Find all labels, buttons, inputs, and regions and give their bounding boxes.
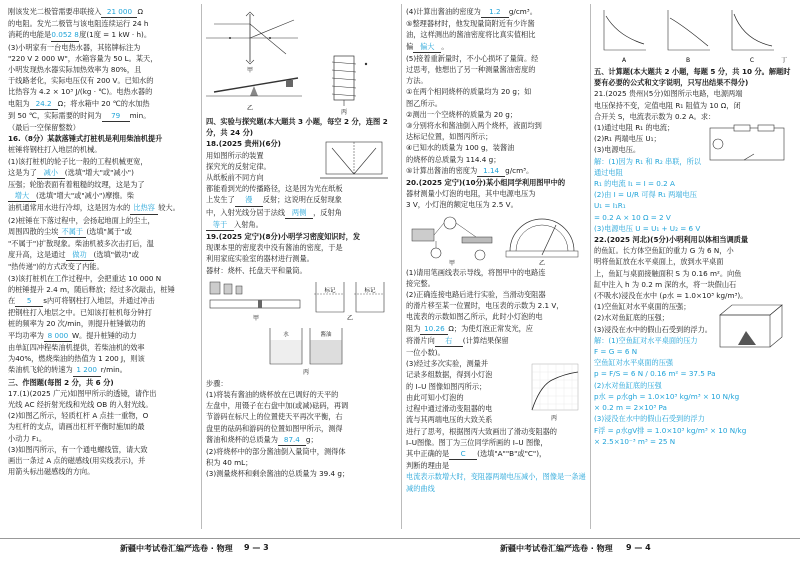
section-3-heading: 三、作图题(每图 2 分，共 6 分) [8, 377, 114, 387]
text: 电阻为 [8, 98, 30, 108]
text: (选填"A""B"或"C")， [477, 448, 547, 458]
text: 阻为 [406, 323, 421, 333]
text: (选填"属于"或 [86, 226, 132, 236]
text: 探究光的反射定律。 [206, 161, 271, 171]
iu-curve [532, 372, 578, 410]
question-17: 17.(1)(2025 广元)如图甲所示的透镜，请作出 [8, 388, 157, 398]
text: (2)水对鱼缸底的压强； [594, 313, 669, 323]
text: 到 50 ℃，实际需要的时间为 [8, 110, 102, 120]
text: 盘里的砝码和游码的位置如图甲所示，测得 [206, 423, 343, 433]
text: 方法。 [406, 76, 428, 86]
text: 用如图所示的装置 [206, 150, 264, 160]
text: "热传递")的方式改变了内能。 [8, 262, 104, 272]
answer-blank: 做功 [66, 249, 94, 261]
figure-20-circuit [406, 211, 586, 267]
text: (计算结果保留 [462, 335, 509, 345]
text: 较大。 [158, 203, 180, 213]
graph-label: C [749, 57, 755, 64]
text: (3)经过多次实验，测量并 [406, 359, 489, 369]
text: ②测出一个空烧杯的质量为 20 g； [406, 109, 517, 119]
text: (2)R₁ 两端电压 U₁； [594, 134, 661, 144]
beaker-label: 标记 [364, 287, 376, 294]
text: 节游码在标尺上的位置使天平再次平衡，右 [206, 412, 343, 422]
text: 度(1度 = 1 kW · h)。 [79, 30, 152, 40]
text: "不属于")扩散现象。柴油机被多次击打后，温 [8, 239, 154, 249]
figure-17-diagrams [206, 6, 396, 116]
iu-grid [532, 364, 578, 410]
text: "220 V 2 000 W"，水箱容量为 50 L。某天， [8, 53, 158, 63]
iu-graph-figure [522, 358, 584, 424]
text: 压强；轮胎表面有着粗糙的纹理，这是为了 [8, 180, 145, 190]
answer-text: p = F/S = 6 N / 0.16 m² = 37.5 Pa [594, 369, 716, 379]
answer-blank: 减小 [37, 167, 65, 179]
answer-text: 空鱼缸对水平桌面的压强 [594, 358, 674, 368]
figure-label: 丁 [780, 57, 788, 64]
text: ⑤计算出酱油的密度为 [406, 165, 478, 175]
text: 其中正确的是 [406, 448, 450, 458]
column-1 [8, 6, 196, 477]
text: 酱油和烧杯的总质量为 [206, 434, 278, 444]
answer-blank: 不属于 [58, 226, 86, 238]
text: 平均功率为 [8, 330, 44, 340]
text: (1)将装有酱油的烧杯放在已调好的天平的 [206, 390, 339, 400]
answer-text: (2)水对鱼缸底的压强 [594, 380, 662, 390]
text: 明将鱼缸放在水平桌面上，放到水平桌面 [594, 257, 724, 267]
question-20: 20.(2025 定宁)(10分)某小组同学利用图甲中的 [406, 178, 566, 188]
text: 上发生了 [206, 195, 235, 205]
graph-c [732, 10, 774, 50]
text: ④已知水的质量为 100 g，装酱油 [406, 143, 515, 153]
footer-title-left: 新疆中考试卷汇编严选卷 · 物理 [120, 544, 233, 553]
ammeter-symbol [713, 139, 723, 149]
text: I–U图像。图丁为三位同学所画的 I–U 图像， [406, 437, 548, 447]
text: (3)测量烧杯和剩余酱油的总质量为 39.4 g； [206, 469, 350, 479]
text: (不吸水)浸没在水中 (ρ水 = 1.0×10³ kg/m³)。 [594, 291, 748, 301]
text: 的电阻。发光二极管与该电阻连续运行 24 h [8, 19, 149, 29]
text: (5)接着重新量时，不小心损坏了量筒。经 [406, 53, 539, 63]
graph-b [668, 10, 710, 50]
text: ③分别将水和酱油倒入两个烧杯，液面均到 [406, 121, 542, 131]
text: 上，鱼缸与桌面接触面积 S 为 0.16 m²。向鱼 [594, 268, 742, 278]
text: g； [305, 434, 318, 444]
answer-text: = 0.2 A × 10 Ω = 2 V [594, 212, 671, 222]
text: g/cm³。 [505, 165, 534, 175]
reflection-figure [318, 138, 390, 182]
text: 过程中通过滑动变阻器的电 [406, 404, 493, 414]
graph-label: A [621, 57, 627, 64]
text: 小明发现热水器实际加热效率为 80%，且 [8, 65, 142, 75]
figure-label: 丙 [302, 368, 310, 376]
text: 度升高，这是通过 [8, 250, 66, 260]
section-4-heading: 四、实验与探究题(本大题共 3 小题，每空 2 分，连图 2 分，共 24 分) [206, 117, 388, 138]
text: 流与其两端电压的大致关系 [406, 415, 493, 425]
figure-20-iu-options [594, 6, 794, 66]
question-19: 19.(2025 定宁)(8分)小明学习密度知识时，发 [206, 232, 361, 242]
text: 的鱼缸。长方体空鱼缸的重力 G 为 6 N，小 [594, 246, 734, 256]
text: 油，这样测出的酱油密度将比真实值相比 [406, 30, 536, 40]
text: r/min。 [100, 365, 127, 375]
circuit-21-figure [704, 122, 790, 166]
text: (2)将烧杯中的部分酱油倒入量筒中，测得体 [206, 447, 346, 457]
text: 记录多组数据，得到小灯泡 [406, 370, 493, 380]
answer-blank: 10.26 [420, 323, 448, 335]
text: 的 I–U 图像如图丙所示； [406, 381, 487, 391]
answer-blank: 79 [102, 110, 130, 122]
answer-blank: 24.2 [30, 98, 58, 110]
text: 桩的频率为 20 次/min，则提升桩锤做功的 [8, 319, 146, 329]
page-number-right: 9 — 4 [626, 543, 651, 552]
text: Ω；为使灯泡正常发光，应 [448, 323, 533, 333]
text: 利用家庭实验室的器材进行测量。 [206, 254, 314, 264]
text: (选填"做功"或 [93, 250, 139, 260]
figure-label: 甲 [252, 314, 260, 322]
text: 入射角。 [234, 219, 263, 229]
answer-text: F = G = 6 N [594, 347, 638, 357]
text: 图乙所示。 [406, 98, 442, 108]
figure-label: 乙 [246, 105, 254, 112]
balance-weights [210, 282, 300, 308]
text: 中，入射光线分居于法线 [206, 207, 286, 217]
text: 把钢柱打入地层之中。已知该打桩机每分钟打 [8, 308, 152, 318]
answer-blank: 87.4 [278, 434, 306, 446]
answer-text: (2)由 I = U/R 可得 R₁ 两端电压 U₁ = I₁R₁ [594, 190, 697, 211]
page-number-left: 9 — 3 [244, 543, 269, 552]
figure-label: 甲 [246, 67, 254, 74]
text: (3)浸没在水中的假山石受到的浮力。 [594, 324, 712, 334]
text: Ω；将水箱中 20 ℃的水加热 [57, 98, 150, 108]
text: ①在两个相同烧杯的质量均为 20 g；如 [406, 87, 532, 97]
answer-text: × 0.2 m = 2×10³ Pa [594, 403, 667, 413]
text: s内可将钢柱打入地层，并通过冲击 [43, 296, 155, 306]
text: 偏 [406, 41, 414, 51]
text: 的烧杯的总质量为 114.4 g； [406, 154, 501, 164]
answer-blank: 漫 [235, 194, 263, 206]
text: 电压保持不变，定值电阻 R₁ 阻值为 10 Ω，闭 [594, 100, 741, 110]
text: 积为 40 mL； [206, 458, 253, 468]
column-divider [201, 4, 202, 529]
beaker-label: 酱油 [320, 331, 332, 338]
text: 现课本里的密度表中没有酱油的密度，于是 [206, 243, 343, 253]
column-2 [206, 6, 396, 480]
text: 由此可知小灯泡的 [406, 392, 464, 402]
answer-text: × 2.5×10⁻³ m³ = 25 N [594, 436, 676, 446]
text: 桩锤将钢柱打入地层的机械。 [8, 145, 102, 155]
answer-blank: 1.2 [481, 6, 509, 18]
text: 为杠杆的支点，请画出杠杆平衡时施加的最 [8, 422, 145, 432]
text: (3)该打桩机在工作过程中，会把重达 10 000 N [8, 273, 162, 283]
text: g/cm³。 [508, 7, 537, 16]
page-footer [0, 538, 800, 557]
graph-a [604, 10, 646, 50]
answer-text: p水 = ρ水gh = 1.0×10³ kg/m³ × 10 N/kg [594, 391, 740, 401]
text: 过思考，他想出了另一种测量酱油密度的 [406, 65, 536, 75]
beakers-figure [314, 282, 384, 312]
answer-blank: 等于 [206, 219, 234, 231]
footer-title-right: 新疆中考试卷汇编严选卷 · 物理 [500, 544, 613, 553]
answer-blank: 偏大 [413, 41, 441, 53]
text: (选填"增大"或"减小")摩擦。柴 [36, 191, 134, 201]
text: 器材测量小灯泡的电阻，其中电源电压为 [406, 189, 536, 199]
text: （最后一空保留整数） [8, 123, 80, 133]
text: 器材：烧杯、托盘天平和量筒。 [206, 265, 307, 275]
text: 由单缸四冲程柴油机提供，若柴油机的效率 [8, 342, 145, 352]
beaker-label: 水 [283, 331, 289, 338]
beaker-label: 标记 [324, 287, 336, 294]
lever-diagram [206, 78, 302, 96]
text: W。提升桩锤的动力 [71, 330, 137, 340]
figure-label: 甲 [448, 259, 456, 267]
text: 用箭头标出磁感线的方向。 [8, 467, 95, 477]
text: (4)计算出酱油的密度为 [406, 7, 481, 16]
text: 的滑片移至某一位置时，电压表的示数为 2.1 V， [406, 301, 564, 311]
column-3 [406, 6, 586, 494]
text: 在 [8, 296, 16, 306]
text: Ω [137, 7, 143, 16]
text: 一位小数)。 [406, 348, 445, 358]
answer-text: (3)浸没在水中的假山石受到的浮力 [594, 414, 705, 424]
text: (3)电源电压。 [594, 145, 641, 155]
text: 为40%，燃烧柴油的热值为 1 200 J，则该 [8, 354, 145, 364]
text: 刚该发光二极管需要串联接入 [8, 7, 102, 16]
resistor-r1 [734, 125, 750, 131]
text: 电流表的示数如图乙所示，此时小灯泡的电 [406, 312, 543, 322]
text: 合开关 S，电流表示数为 0.2 A。求： [594, 111, 716, 121]
text: 从纸板前不同方向 [206, 173, 264, 183]
answer-blank: C [449, 448, 477, 460]
switch-symbol [744, 154, 754, 160]
text: (选填"增大"或"减小") [64, 167, 134, 177]
text: 小动力 F₁。 [8, 433, 47, 443]
figure-label: 丙 [340, 109, 348, 116]
answer-blank: 5 [15, 295, 43, 307]
answer-text: R₁ 的电流 I₁ = I = 0.2 A [594, 179, 675, 189]
resistor-r2 [758, 125, 774, 131]
text: (1)空鱼缸对水平桌面的压强； [594, 302, 691, 312]
text: 光线 AC 经折射光线和光线 OB 的入射光线。 [8, 399, 153, 409]
solenoid-diagram [332, 56, 367, 106]
text: 。 [441, 41, 449, 51]
question-18: 18.(2025 贵州)(6分) [206, 139, 281, 149]
answer-blank: 1 200 [73, 364, 101, 376]
figure-label: 乙 [538, 259, 546, 267]
answer-text: 解：(1)因为 R₁ 和 R₂ 串联，所以通过电阻 [594, 156, 701, 177]
figure-label: 丙 [550, 415, 558, 423]
text: (1)请用笔画线表示导线，将图甲中的电路连 [406, 267, 546, 277]
text: 消耗的电能是 [8, 30, 52, 40]
question-16: 16.（8分）某款落锤式打桩机是利用柴油机提升 [8, 134, 163, 144]
text: 判断的理由是 [406, 461, 450, 471]
question-22: 22.(2025 河北)(5分)小明利用以体相当调质量 [594, 235, 749, 245]
answer-blank: 1.14 [477, 165, 505, 177]
text: min。 [129, 110, 151, 120]
text: 比热容为 4.2 × 10³ J/(kg · ℃)。电热水器的 [8, 87, 153, 97]
answer-blank: 8 000 [44, 330, 72, 342]
text: (2)桩锤在下落过程中，会扬起地面上的尘土， [8, 215, 155, 225]
text: 都能看到光的传播路径，这是因为光在纸板 [206, 184, 343, 194]
text: (1)通过电阻 R₁ 的电流； [594, 123, 675, 133]
circuit-apparatus [412, 217, 492, 260]
text: (3)如图丙所示，有一个通电螺线管，请大致 [8, 444, 148, 454]
text: 缸中注入 h 为 0.2 m 深的水，将一块假山石 [594, 279, 737, 289]
text: 周围四散的尘埃 [8, 226, 59, 236]
text: 的桩锤提升 2.4 m，随后释放；经过多次敲击，桩锤 [8, 284, 175, 294]
column-divider [590, 4, 591, 529]
text: (2)正确连接电路后进行实验，当滑动变阻器 [406, 290, 546, 300]
text: (2)如图乙所示，轻质杠杆 A 点挂一重物，O [8, 411, 149, 421]
text: (3)小明家有一台电热水器，其铭牌标注为 [8, 42, 141, 52]
page-spine [401, 4, 402, 529]
answer-blank: 比热容 [130, 202, 158, 214]
answer-blank: 增大 [8, 190, 36, 202]
ammeter-dial [506, 219, 578, 257]
answer-blank: 两侧 [285, 207, 313, 219]
answer-text: (3)电源电压 U = U₁ + U₂ = 6 V [594, 223, 701, 233]
text: 将滑片向 [406, 335, 435, 345]
text: (1)该打桩机的轮子比一般的工程机械更宽， [8, 156, 148, 166]
answer-blank: 右 [435, 335, 463, 347]
answer-text: F浮 = ρ水gV排 = 1.0×10³ kg/m³ × 10 N/kg [594, 425, 747, 435]
answer-text: 电流表示数增大时，变阻器两端电压减小，图像是一条递减的曲线 [406, 472, 586, 493]
text: ⑤整理器材时，他发现量筒附近有少许酱 [406, 19, 535, 29]
text: 柴油机飞轮的转速为 [8, 365, 73, 375]
text: 反射；这说明在反射现象 [262, 195, 342, 205]
text: 画出一条过 A 点的磁感线(用实线表示)，并 [8, 455, 146, 465]
lens-diagram [206, 12, 298, 64]
column-4 [594, 6, 794, 447]
answer-blank: 0.052 8 [51, 29, 79, 41]
text: 进行了思考，根据图丙大致画出了滑动变阻器的 [406, 426, 557, 436]
text: 油机通常用水进行冷却，这是因为水的 [8, 203, 131, 213]
figure-19-diagrams [206, 276, 396, 378]
text: 达标记位置，如图丙所示； [406, 132, 493, 142]
section-5-heading: 五、计算题(本大题共 2 小题，每题 5 分，共 10 分。解题时要有必要的公式和文字说明，只写出结果不得分) [594, 67, 791, 88]
text: 步骤： [206, 378, 228, 388]
text: 左盘中，用镊子在右盘中加(或减)砝码，再调 [206, 401, 349, 411]
text: 接完整。 [406, 278, 435, 288]
rock-shape [738, 331, 756, 345]
text: 于线路老化，实际电压仅有 200 V。已知水的 [8, 76, 154, 86]
text: ，反射角 [313, 207, 342, 217]
graph-label: B [685, 57, 691, 64]
answer-text: 解：(1)空鱼缸对水平桌面的压力 [594, 335, 698, 345]
fish-tank-figure [714, 301, 788, 353]
answer-blank: 21 000 [101, 6, 137, 18]
question-21: 21.(2025 贵州)(5分)如图所示电路，电源两端 [594, 89, 743, 99]
text: 这是为了 [8, 167, 37, 177]
text: 3 V，小灯泡的额定电压为 2.5 V。 [406, 200, 518, 210]
figure-label: 乙 [346, 314, 354, 322]
